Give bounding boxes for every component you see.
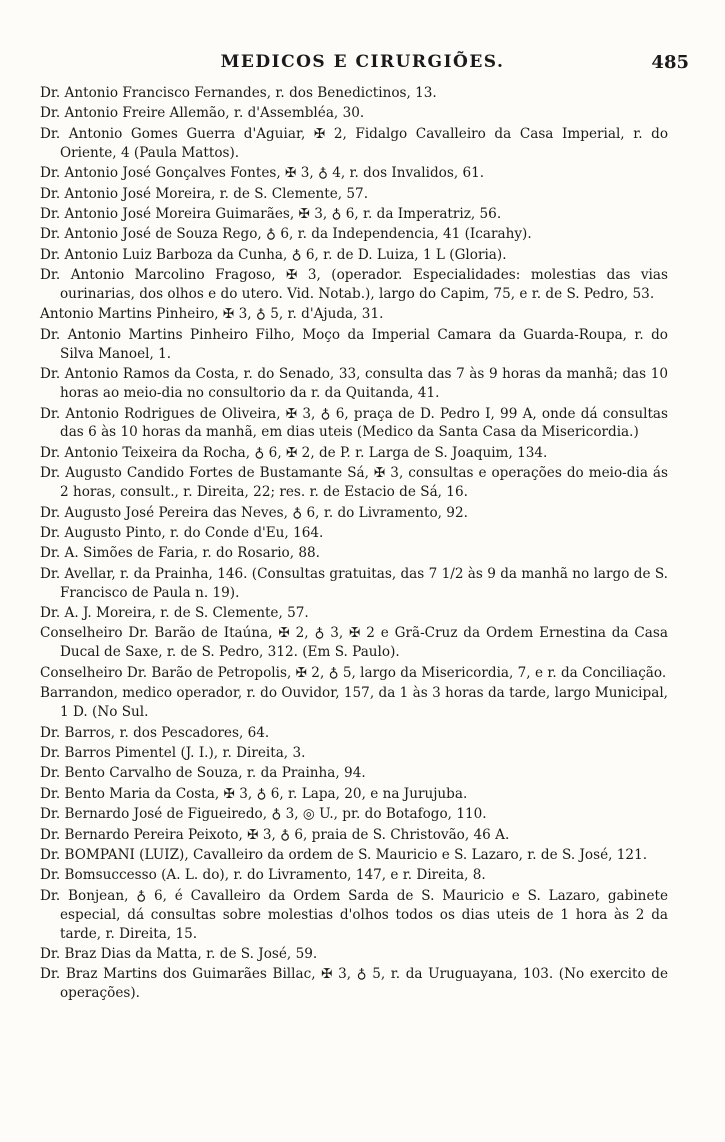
list-item [40,464,668,502]
entry-text: Dr. Barros, r. dos Pescadores, 64. [40,724,270,741]
list-item [40,104,668,123]
list-item [40,524,668,543]
list-item [40,866,668,885]
entry-text: Dr. Antonio Ramos da Costa, r. do Senado, 33, consulta das 7 às 9 horas da manhã; das 10 horas ao meio-dia no consultorio da r. da Quitanda, 41. [40,366,668,402]
list-item [40,225,668,244]
list-item [40,84,668,103]
entry-text: Dr. Augusto José Pereira das Neves, ♁ 6, r. do Livramento, 92. [40,504,468,521]
entry-text: Dr. Antonio Teixeira da Rocha, ♁ 6, ✠ 2, de P. r. Larga de S. Joaquim, 134. [40,444,548,461]
list-item [40,365,668,403]
list-item [40,405,668,443]
directory-list [40,84,668,1005]
entry-text: Dr. Bento Carvalho de Souza, r. da Prainha, 94. [40,765,366,782]
entry-text: Conselheiro Dr. Barão de Itaúna, ✠ 2, ♁ 3, ✠ 2 e Grã-Cruz da Ordem Ernestina da Casa Ducal de Saxe, r. de S. Pedro, 312. (Em S. Paulo). [40,625,668,661]
list-item [40,846,668,865]
page-number: 485 [651,52,689,73]
entry-text: Dr. Antonio Martins Pinheiro Filho, Moço da Imperial Camara da Guarda-Roupa, r. do Silva Manoel, 1. [40,326,668,362]
list-item [40,887,668,944]
list-item [40,444,668,463]
entry-text: Dr. Antonio Gomes Guerra d'Aguiar, ✠ 2, Fidalgo Cavalleiro da Casa Imperial, r. do Oriente, 4 (Paula Mattos). [40,125,668,161]
entry-text: Dr. Bento Maria da Costa, ✠ 3, ♁ 6, r. Lapa, 20, e na Jurujuba. [40,785,468,802]
entry-text: Dr. Bonjean, ♁ 6, é Cavalleiro da Ordem Sarda de S. Mauricio e S. Lazaro, gabinete especial, dá consultas sobre molestias d'olhos todos os dias uteis de 1 hora às 2 da tarde, r. Direita, 15. [40,887,668,942]
list-item [40,266,668,304]
entry-text: Dr. Antonio Marcolino Fragoso, ✠ 3, (operador. Especialidades: molestias das vias ourinarias, dos olhos e do utero. Vid. Notab.), largo do Capim, 75, e r. de S. Pedro, 53. [40,267,668,303]
entry-text: Dr. Antonio Luiz Barboza da Cunha, ♁ 6, r. de D. Luiza, 1 L (Gloria). [40,246,507,263]
entry-text: Dr. Antonio José Moreira Guimarães, ✠ 3, ♁ 6, r. da Imperatriz, 56. [40,205,502,222]
entry-text: Dr. Braz Dias da Matta, r. de S. José, 59. [40,945,318,962]
list-item [40,965,668,1003]
list-item [40,684,668,722]
entry-text: Dr. Augusto Pinto, r. do Conde d'Eu, 164. [40,524,324,541]
entry-text: Antonio Martins Pinheiro, ✠ 3, ♁ 5, r. d'Ajuda, 31. [40,306,384,323]
list-item [40,604,668,623]
entry-text: Dr. Antonio Freire Allemão, r. d'Assembléa, 30. [40,105,365,122]
entry-text: Dr. Avellar, r. da Prainha, 146. (Consultas gratuitas, das 7 1/2 às 9 da manhã no largo de S. Francisco de Paula n. 19). [40,565,668,601]
entry-text: Dr. Barros Pimentel (J. I.), r. Direita, 3. [40,744,306,761]
entry-text: Dr. Braz Martins dos Guimarães Billac, ✠ 3, ♁ 5, r. da Uruguayana, 103. (No exercito de operações). [40,966,668,1002]
list-item [40,164,668,183]
list-item [40,565,668,603]
list-item [40,805,668,824]
page-title: MEDICOS E CIRURGIÕES. [220,52,505,72]
entry-text: Dr. Augusto Candido Fortes de Bustamante Sá, ✠ 3, consultas e operações do meio-dia ás 2 horas, consult., r. Direita, 22; res. r. de Estacio de Sá, 16. [40,465,668,501]
list-item [40,205,668,224]
entry-text: Dr. Antonio José Gonçalves Fontes, ✠ 3, ♁ 4, r. dos Invalidos, 61. [40,165,485,182]
entry-text: Conselheiro Dr. Barão de Petropolis, ✠ 2, ♁ 5, largo da Misericordia, 7, e r. da Conciliação. [40,664,667,681]
list-item [40,744,668,763]
list-item [40,724,668,743]
entry-text: Dr. Bernardo Pereira Peixoto, ✠ 3, ♁ 6, praia de S. Christovão, 46 A. [40,826,510,843]
entry-text: Dr. Antonio Rodrigues de Oliveira, ✠ 3, ♁ 6, praça de D. Pedro I, 99 A, onde dá consultas das 6 às 10 horas da manhã, em dias uteis (Medico da Santa Casa da Misericordia.) [40,405,668,441]
list-item [40,945,668,964]
entry-text: Dr. A. Simões de Faria, r. do Rosario, 88. [40,545,320,562]
list-item [40,305,668,324]
list-item [40,785,668,804]
entry-text: Dr. Antonio José de Souza Rego, ♁ 6, r. da Independencia, 41 (Icarahy). [40,226,532,243]
list-item [40,624,668,662]
list-item [40,764,668,783]
entry-text: Dr. Antonio José Moreira, r. de S. Clemente, 57. [40,185,369,202]
list-item [40,246,668,265]
page-header [0,52,725,76]
entry-text: Dr. Bernardo José de Figueiredo, ♁ 3, ◎ U., pr. do Botafogo, 110. [40,806,487,823]
list-item [40,826,668,845]
entry-text: Dr. A. J. Moreira, r. de S. Clemente, 57. [40,605,309,622]
list-item [40,125,668,163]
entry-text: Dr. Antonio Francisco Fernandes, r. dos Benedictinos, 13. [40,85,437,101]
list-item [40,544,668,563]
list-item [40,664,668,683]
entry-text: Dr. BOMPANI (LUIZ), Cavalleiro da ordem de S. Mauricio e S. Lazaro, r. de S. José, 121. [40,846,648,863]
entry-text: Barrandon, medico operador, r. do Ouvidor, 157, da 1 às 3 horas da tarde, largo Municipal, 1 D. (No Sul. [40,685,668,721]
entry-text: Dr. Bomsuccesso (A. L. do), r. do Livramento, 147, e r. Direita, 8. [40,867,486,884]
list-item [40,326,668,364]
list-item [40,185,668,204]
list-item [40,504,668,523]
